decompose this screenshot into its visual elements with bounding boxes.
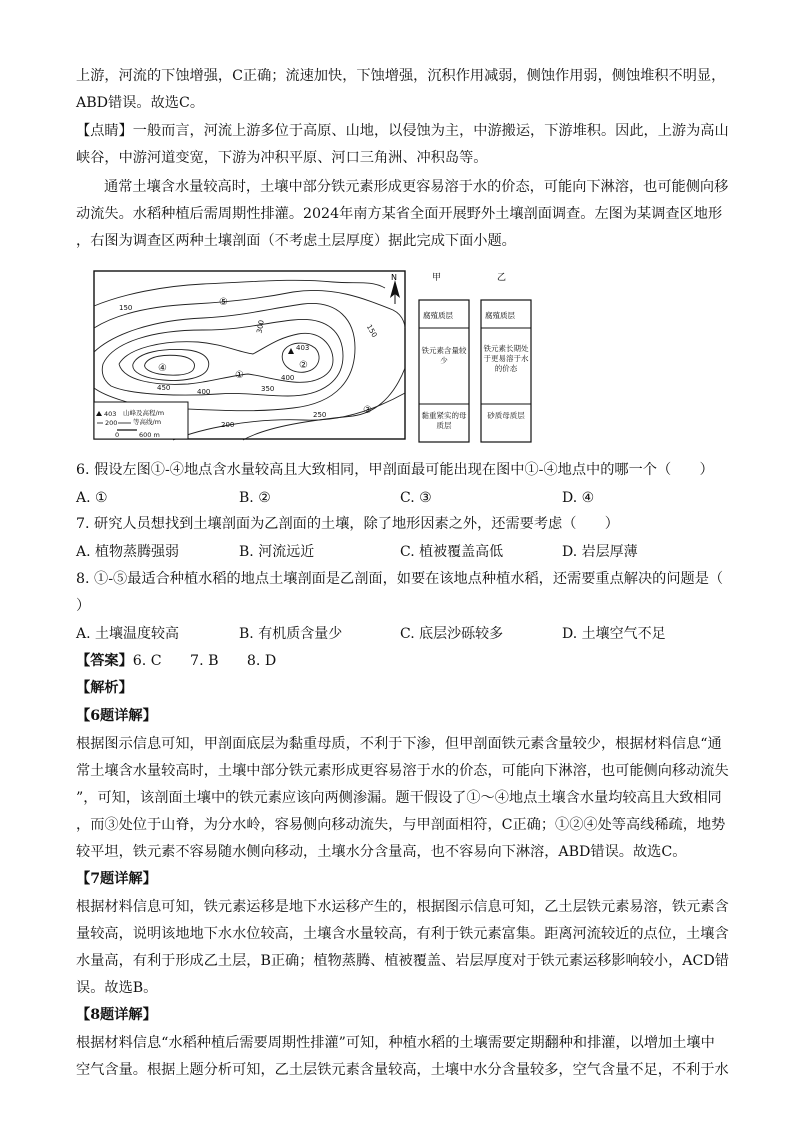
option[interactable]: C. ③: [400, 490, 432, 506]
text-line: ”，可知，该剖面土壤中的铁元素应该向两侧渗漏。题干假设了①～④地点土壤含水量均较高且大致相同: [76, 790, 722, 806]
legend-contour-label: 等高线/m: [133, 418, 162, 426]
text-line: 误。故选B。: [76, 980, 158, 996]
text-line: 空气含量。根据上题分析可知，乙土层铁元素含量较高，土壤中水分含量较多，空气含量不足，不利于水: [76, 1062, 729, 1078]
text-line: ，右图为调查区两种土壤剖面（不考虑土层厚度）据此完成下面小题。: [76, 233, 516, 249]
question-8-stem-cont: ）: [76, 598, 91, 614]
profile-jia-layer: 铁元素含量较少: [421, 346, 467, 365]
text-line: ABD错误。故选C。: [76, 95, 205, 111]
profile-yi-layer: 铁元素长期处于更易溶于水的价态: [483, 344, 529, 373]
option[interactable]: C. 底层沙砾较多: [400, 626, 504, 642]
option[interactable]: A. 植物蒸腾强弱: [76, 544, 180, 560]
scale-length: 600 m: [139, 431, 160, 439]
contour-label: 150: [364, 323, 379, 339]
text-line: 通常土壤含水量较高时，土壤中部分铁元素形成更容易溶于水的价态，可能向下淋溶，也可能侧向移: [104, 179, 729, 195]
north-label: N: [391, 273, 397, 282]
profile-yi-title: 乙: [497, 273, 507, 283]
detail-6-label: 【6题详解】: [76, 708, 157, 724]
question-8-stem: 8. ①-⑤最适合种植水稻的地点土壤剖面是乙剖面，如要在该地点种植水稻，还需要重点解决的问题是（: [76, 571, 724, 587]
legend-peak-value: 403: [104, 410, 117, 418]
profile-yi: [481, 272, 531, 442]
detail-7-label: 【7题详解】: [76, 871, 157, 887]
contour-label: 450: [157, 384, 171, 392]
point-label: ①: [235, 370, 244, 381]
contour-label: 350: [261, 385, 275, 393]
contour-label: 403: [296, 344, 310, 352]
answer-line: [76, 651, 276, 671]
question-7-stem: 7. 研究人员想找到土壤剖面为乙剖面的土壤，除了地形因素之外，还需要考虑（ ）: [76, 516, 619, 532]
contour-label: 400: [281, 374, 295, 382]
text-line: ，而③处位于山脊，为分水岭，容易侧向移动流失，与甲剖面相符，C正确；①②④处等高线稀疏，地势: [76, 817, 726, 833]
scale-zero: 0: [115, 431, 120, 439]
text-line: 动流失。水稻种植后需周期性排灌。2024年南方某省全面开展野外土壤剖面调查。左图为某调查区地形: [76, 206, 723, 222]
option[interactable]: D. ④: [562, 490, 595, 506]
text-line: 根据材料信息可知，铁元素运移是地下水运移产生的，根据图示信息可知，乙土层铁元素易溶，铁元素含: [76, 899, 729, 915]
peak-marker-icon: [288, 348, 294, 354]
option[interactable]: D. 土壤空气不足: [562, 626, 666, 642]
text-line: 水量高，有利于形成乙土层，B正确；植物蒸腾、植被覆盖、岩层厚度对于铁元素运移影响较小，ACD错: [76, 953, 729, 969]
contour-label: 300: [255, 319, 266, 334]
option[interactable]: A. 土壤温度较高: [76, 626, 180, 642]
contour-label: 150: [119, 304, 133, 312]
legend-contour-value: 200: [105, 419, 118, 427]
text-line: 常土壤含水量较高时，土壤中部分铁元素形成更容易溶于水的价态，可能向下淋溶，也可能侧向移动流失: [76, 763, 729, 779]
profile-jia-title: 甲: [432, 273, 442, 283]
text-line: 较平坦，铁元素不容易随水侧向移动，土壤水分含量高，也不容易向下淋溶，ABD错误。故选C。: [76, 844, 687, 860]
text-line: 根据材料信息“水稻种植后需要周期性排灌”可知，种植水稻的土壤需要定期翻种和排灌，以增加土壤中: [76, 1035, 715, 1051]
figure-terrain-and-profiles: [93, 268, 543, 446]
north-arrow-icon: [390, 280, 400, 304]
profile-yi-layer: 砂质母质层: [487, 411, 525, 420]
text-line: 根据图示信息可知，甲剖面底层为黏重母质，不利于下渗，但甲剖面铁元素含量较少，根据材料信息“通: [76, 736, 722, 752]
contour-label: 250: [313, 411, 327, 419]
profile-jia-layer: 黏重紧实的母质层: [421, 411, 467, 430]
answer-label: 【答案】: [76, 653, 133, 669]
option[interactable]: A. ①: [76, 490, 108, 506]
point-label: ⑤: [219, 297, 228, 308]
text-line: 量较高，说明该地地下水水位较高，土壤含水量较高，有利于铁元素富集。距离河流较近的点位，土壤含: [76, 926, 729, 942]
option[interactable]: B. 河流远近: [239, 544, 315, 560]
option[interactable]: D. 岩层厚薄: [562, 544, 638, 560]
detail-8-label: 【8题详解】: [76, 1007, 157, 1023]
option[interactable]: B. ②: [239, 490, 271, 506]
profile-jia-layer: 腐殖质层: [423, 311, 453, 320]
text-line: 峡谷，中游河道变宽，下游为冲积平原、河口三角洲、冲积岛等。: [76, 150, 488, 166]
analysis-label: 【解析】: [76, 680, 133, 696]
answer-text: 6. C 7. B 8. D: [132, 653, 277, 669]
text-line: 上游，河流的下蚀增强，C正确；流速加快，下蚀增强，沉积作用减弱，侧蚀作用弱，侧蚀堆积不明显，: [76, 68, 726, 84]
legend-peak-label: 山峰及高程/m: [123, 409, 165, 417]
question-6-stem: 6. 假设左图①-④地点含水量较高且大致相同，甲剖面最可能出现在图中①-④地点中的哪一个（ ）: [76, 462, 714, 478]
option[interactable]: C. 植被覆盖高低: [400, 544, 504, 560]
point-label: ②: [299, 360, 308, 371]
contour-label: 400: [197, 388, 211, 396]
profile-yi-layer: 腐殖质层: [485, 311, 515, 320]
text-line: 【点睛】一般而言，河流上游多位于高原、山地，以侵蚀为主，中游搬运，下游堆积。因此，上游为高山: [76, 123, 729, 139]
point-label: ④: [158, 363, 167, 374]
profile-jia: [419, 272, 469, 442]
option[interactable]: B. 有机质含量少: [239, 626, 343, 642]
contour-label: 200: [221, 421, 235, 429]
point-label: ③: [363, 405, 372, 416]
